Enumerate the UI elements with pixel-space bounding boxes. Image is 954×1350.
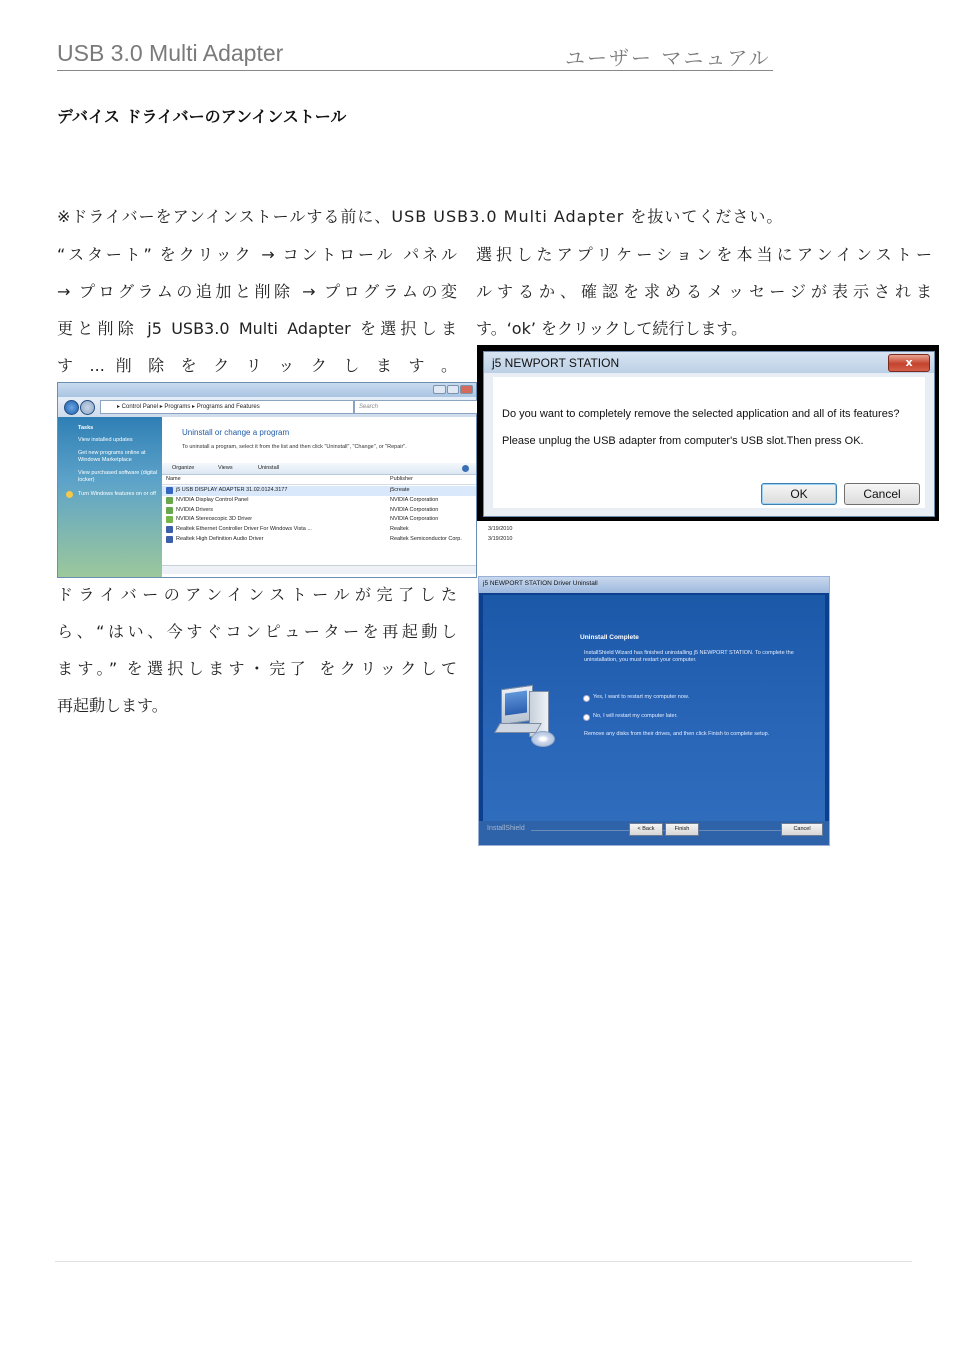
program-icon bbox=[166, 497, 173, 504]
views-button[interactable]: Views bbox=[218, 465, 233, 471]
programs-and-features-screenshot bbox=[57, 382, 513, 578]
search-input[interactable]: Search bbox=[354, 400, 478, 414]
instruction-step-3 bbox=[57, 576, 457, 724]
program-publisher: Realtek bbox=[390, 526, 409, 532]
text-line: ルするか、確認を求めるメッセージが表示されま bbox=[476, 282, 932, 301]
address-input[interactable]: ▸ Control Panel ▸ Programs ▸ Programs and Features bbox=[100, 400, 354, 414]
pane-description: To uninstall a program, select it from the list and then click "Uninstall", "Change", or "Repair". bbox=[182, 444, 407, 450]
dialog-instruction: Please unplug the USB adapter from computer's USB slot.Then press OK. bbox=[502, 435, 864, 447]
program-name: j5 USB DISPLAY ADAPTER 31.02.0124.3177 bbox=[176, 487, 288, 493]
close-button[interactable] bbox=[460, 385, 473, 394]
forward-arrow-icon[interactable] bbox=[80, 400, 95, 415]
keyboard-icon bbox=[494, 723, 542, 733]
shield-icon bbox=[66, 491, 73, 498]
wizard-text: InstallShield Wizard has finished uninstalling j5 NEWPORT STATION. To complete the bbox=[584, 650, 794, 656]
column-publisher[interactable]: Publisher bbox=[390, 476, 413, 482]
column-name[interactable]: Name bbox=[166, 476, 181, 482]
sidebar-link-windows-features[interactable]: Turn Windows features on or off bbox=[78, 491, 156, 497]
sidebar-link-marketplace[interactable]: Get new programs online at Windows Marketplace bbox=[78, 450, 146, 463]
program-name: NVIDIA Stereoscopic 3D Driver bbox=[176, 516, 253, 522]
text-line: → プログラムの追加と削除 → プログラムの変 bbox=[57, 282, 457, 301]
sidebar-link-digital-locker[interactable]: View purchased software (digital locker) bbox=[78, 470, 158, 483]
document-title: USB 3.0 Multi Adapter bbox=[57, 40, 284, 66]
program-icon bbox=[166, 536, 173, 543]
program-publisher: NVIDIA Corporation bbox=[390, 516, 439, 522]
cancel-button[interactable]: Cancel bbox=[844, 483, 920, 505]
wizard-text: uninstallation, you must restart your computer. bbox=[584, 657, 697, 663]
text-line: す。‘ok’ をクリックして続行します。 bbox=[476, 319, 748, 338]
horizontal-scrollbar[interactable] bbox=[162, 565, 476, 574]
section-title: デバイス ドライバーのアンインストール bbox=[57, 107, 347, 126]
radio-restart-now[interactable] bbox=[583, 695, 590, 702]
dialog-message: Do you want to completely remove the selected application and all of its features? bbox=[502, 408, 900, 420]
document-subtitle: ユーザー マニュアル bbox=[565, 46, 771, 70]
program-name: NVIDIA Drivers bbox=[176, 507, 213, 513]
radio-restart-later[interactable] bbox=[583, 714, 590, 721]
pane-heading: Uninstall or change a program bbox=[182, 428, 290, 437]
program-date: 3/19/2010 bbox=[488, 536, 513, 542]
program-name: NVIDIA Display Control Panel bbox=[176, 497, 249, 503]
program-publisher: NVIDIA Corporation bbox=[390, 507, 439, 513]
program-row[interactable] bbox=[162, 496, 476, 506]
wizard-remove-note: Remove any disks from their drives, and then click Finish to complete setup. bbox=[584, 731, 770, 737]
header-rule bbox=[57, 70, 773, 71]
computer-screen-icon bbox=[505, 690, 527, 715]
sidebar-heading: Tasks bbox=[78, 425, 94, 431]
installshield-brand: InstallShield bbox=[487, 825, 525, 832]
text-line: す ... 削 除 を ク リ ッ ク し ま す 。 bbox=[57, 356, 457, 375]
text-line: ます。” を選択します・完了 をクリックして bbox=[57, 659, 457, 678]
wizard-titlebar bbox=[479, 577, 829, 593]
dialog-window bbox=[483, 351, 935, 517]
text-line: 更と削除 j5 USB3.0 Multi Adapter を選択しま bbox=[57, 319, 457, 338]
dialog-body bbox=[493, 377, 925, 508]
radio-label-restart-later: No, I will restart my computer later. bbox=[593, 713, 678, 719]
warning-note: ※ドライバーをアンインストールする前に、USB USB3.0 Multi Adapter を抜いてください。 bbox=[57, 207, 784, 226]
program-icon bbox=[166, 487, 173, 494]
program-name: Realtek Ethernet Controller Driver For Windows Vista ... bbox=[176, 526, 312, 532]
program-row[interactable] bbox=[162, 535, 513, 545]
back-arrow-icon[interactable] bbox=[64, 400, 79, 415]
uninstall-complete-wizard-screenshot bbox=[478, 576, 830, 846]
organize-button[interactable]: Organize bbox=[172, 465, 195, 471]
list-header bbox=[162, 475, 476, 485]
program-row[interactable] bbox=[162, 486, 476, 496]
window-titlebar bbox=[58, 383, 476, 397]
program-publisher: NVIDIA Corporation bbox=[390, 497, 439, 503]
window-controls bbox=[433, 385, 473, 394]
program-icon bbox=[166, 507, 173, 514]
help-icon[interactable] bbox=[462, 465, 469, 472]
uninstall-confirm-dialog-screenshot bbox=[477, 345, 939, 521]
radio-label-restart-now: Yes, I want to restart my computer now. bbox=[593, 694, 690, 700]
wizard-heading: Uninstall Complete bbox=[580, 634, 639, 641]
program-publisher: Realtek Semiconductor Corp. bbox=[390, 536, 462, 542]
instruction-step-2 bbox=[476, 236, 932, 347]
text-line: “スタート” をクリック → コントロール パネル bbox=[57, 245, 457, 264]
cancel-button[interactable]: Cancel bbox=[781, 823, 823, 836]
ok-button[interactable]: OK bbox=[761, 483, 837, 505]
text-line: ドライバーのアンインストールが完了した bbox=[57, 585, 457, 604]
back-button[interactable]: < Back bbox=[629, 823, 663, 836]
text-line: ら、“はい、今すぐコンピューターを再起動し bbox=[57, 622, 457, 641]
command-bar bbox=[162, 463, 476, 475]
program-row[interactable] bbox=[162, 515, 476, 525]
finish-button[interactable]: Finish bbox=[665, 823, 699, 836]
address-bar-row bbox=[58, 397, 476, 417]
maximize-button[interactable] bbox=[447, 385, 460, 394]
program-publisher: j5create bbox=[390, 487, 410, 493]
text-line: 再起動します。 bbox=[57, 696, 168, 715]
program-date: 3/19/2010 bbox=[488, 526, 513, 532]
wizard-title: j5 NEWPORT STATION Driver Uninstall bbox=[483, 580, 598, 587]
close-button[interactable]: x bbox=[888, 354, 930, 372]
sidebar-link-updates[interactable]: View installed updates bbox=[78, 437, 133, 443]
disc-icon bbox=[531, 731, 555, 747]
text-line: 選択したアプリケーションを本当にアンインストー bbox=[476, 245, 932, 264]
dialog-titlebar bbox=[484, 352, 934, 373]
footer-rule bbox=[55, 1261, 912, 1262]
program-row[interactable] bbox=[162, 525, 513, 535]
tasks-sidebar bbox=[58, 417, 162, 577]
programs-pane bbox=[162, 417, 513, 577]
instruction-step-1 bbox=[57, 236, 457, 384]
uninstall-button[interactable]: Uninstall bbox=[258, 465, 280, 471]
program-icon bbox=[166, 516, 173, 523]
dialog-title: j5 NEWPORT STATION bbox=[492, 356, 620, 370]
program-icon bbox=[166, 526, 173, 533]
program-name: Realtek High Definition Audio Driver bbox=[176, 536, 264, 542]
minimize-button[interactable] bbox=[433, 385, 446, 394]
